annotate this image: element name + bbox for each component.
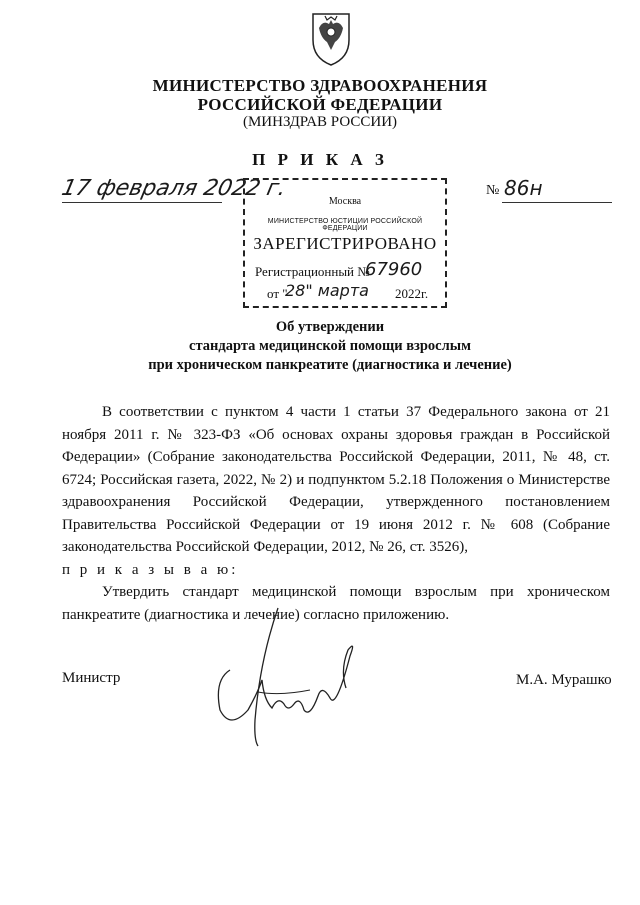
- stamp-reg-number: 67960: [365, 259, 423, 280]
- signatory-position: Министр: [62, 670, 121, 686]
- order-number-label: №: [486, 183, 500, 198]
- body-paragraph-1: В соответствии с пунктом 4 части 1 статьи 37 Федерального закона от 21 ноября 2011 г. № 323-ФЗ «Об основах охраны здоровья граждан в Российской Федерации» (Собрание законодательства Российской Федерации, 2011, № 48, ст. 6724; Российская газета, 2022, № 2) и подпунктом 5.2.18 Положения о Министерстве здравоохранения Российской Федерации, утвержденного постановлением Правительства Российской Федерации от 19 июня 2012 г. № 608 (Собрание законодательства Российской Федерации, 2012, № 26, ст. 3526),: [62, 404, 610, 555]
- stamp-date: 28" марта: [285, 281, 369, 300]
- body-paragraph-2: Утвердить стандарт медицинской помощи взрослым при хроническом панкреатите (диагностика и лечение) согласно приложению.: [62, 584, 610, 623]
- stamp-reg-label: Регистрационный №: [255, 264, 370, 279]
- order-number: 86н: [504, 176, 543, 200]
- coat-of-arms-icon: [305, 8, 357, 68]
- number-underline: [502, 202, 612, 203]
- stamp-date-prefix: от ": [267, 286, 288, 301]
- title-line1: Об утверждении: [275, 319, 385, 335]
- title-line2: стандарта медицинской помощи взрослым: [189, 338, 471, 354]
- title-line3: при хроническом панкреатите (диагностика и лечение): [148, 357, 512, 373]
- document-type: П Р И К А З: [252, 150, 388, 169]
- ministry-name-line2: РОССИЙСКОЙ ФЕДЕРАЦИИ: [197, 95, 443, 114]
- body-orders: п р и к а з ы в а ю:: [62, 561, 239, 578]
- stamp-ministry: МИНИСТЕРСТВО ЮСТИЦИИ РОССИЙСКОЙ ФЕДЕРАЦИИ: [267, 218, 423, 232]
- ministry-short-name: (МИНЗДРАВ РОССИИ): [242, 114, 398, 130]
- date-underline: [62, 202, 222, 203]
- stamp-year: 2022г.: [395, 286, 429, 301]
- document-body: [62, 401, 610, 626]
- stamp-registered: ЗАРЕГИСТРИРОВАНО: [253, 234, 437, 253]
- order-date: 17 февраля 2022 г.: [59, 176, 289, 201]
- signatory-name: М.А. Мурашко: [516, 672, 612, 688]
- signature-image: [200, 600, 370, 750]
- stamp-city: Москва: [328, 196, 362, 207]
- ministry-name-line1: МИНИСТЕРСТВО ЗДРАВООХРАНЕНИЯ: [152, 76, 488, 95]
- registration-stamp: [243, 178, 447, 308]
